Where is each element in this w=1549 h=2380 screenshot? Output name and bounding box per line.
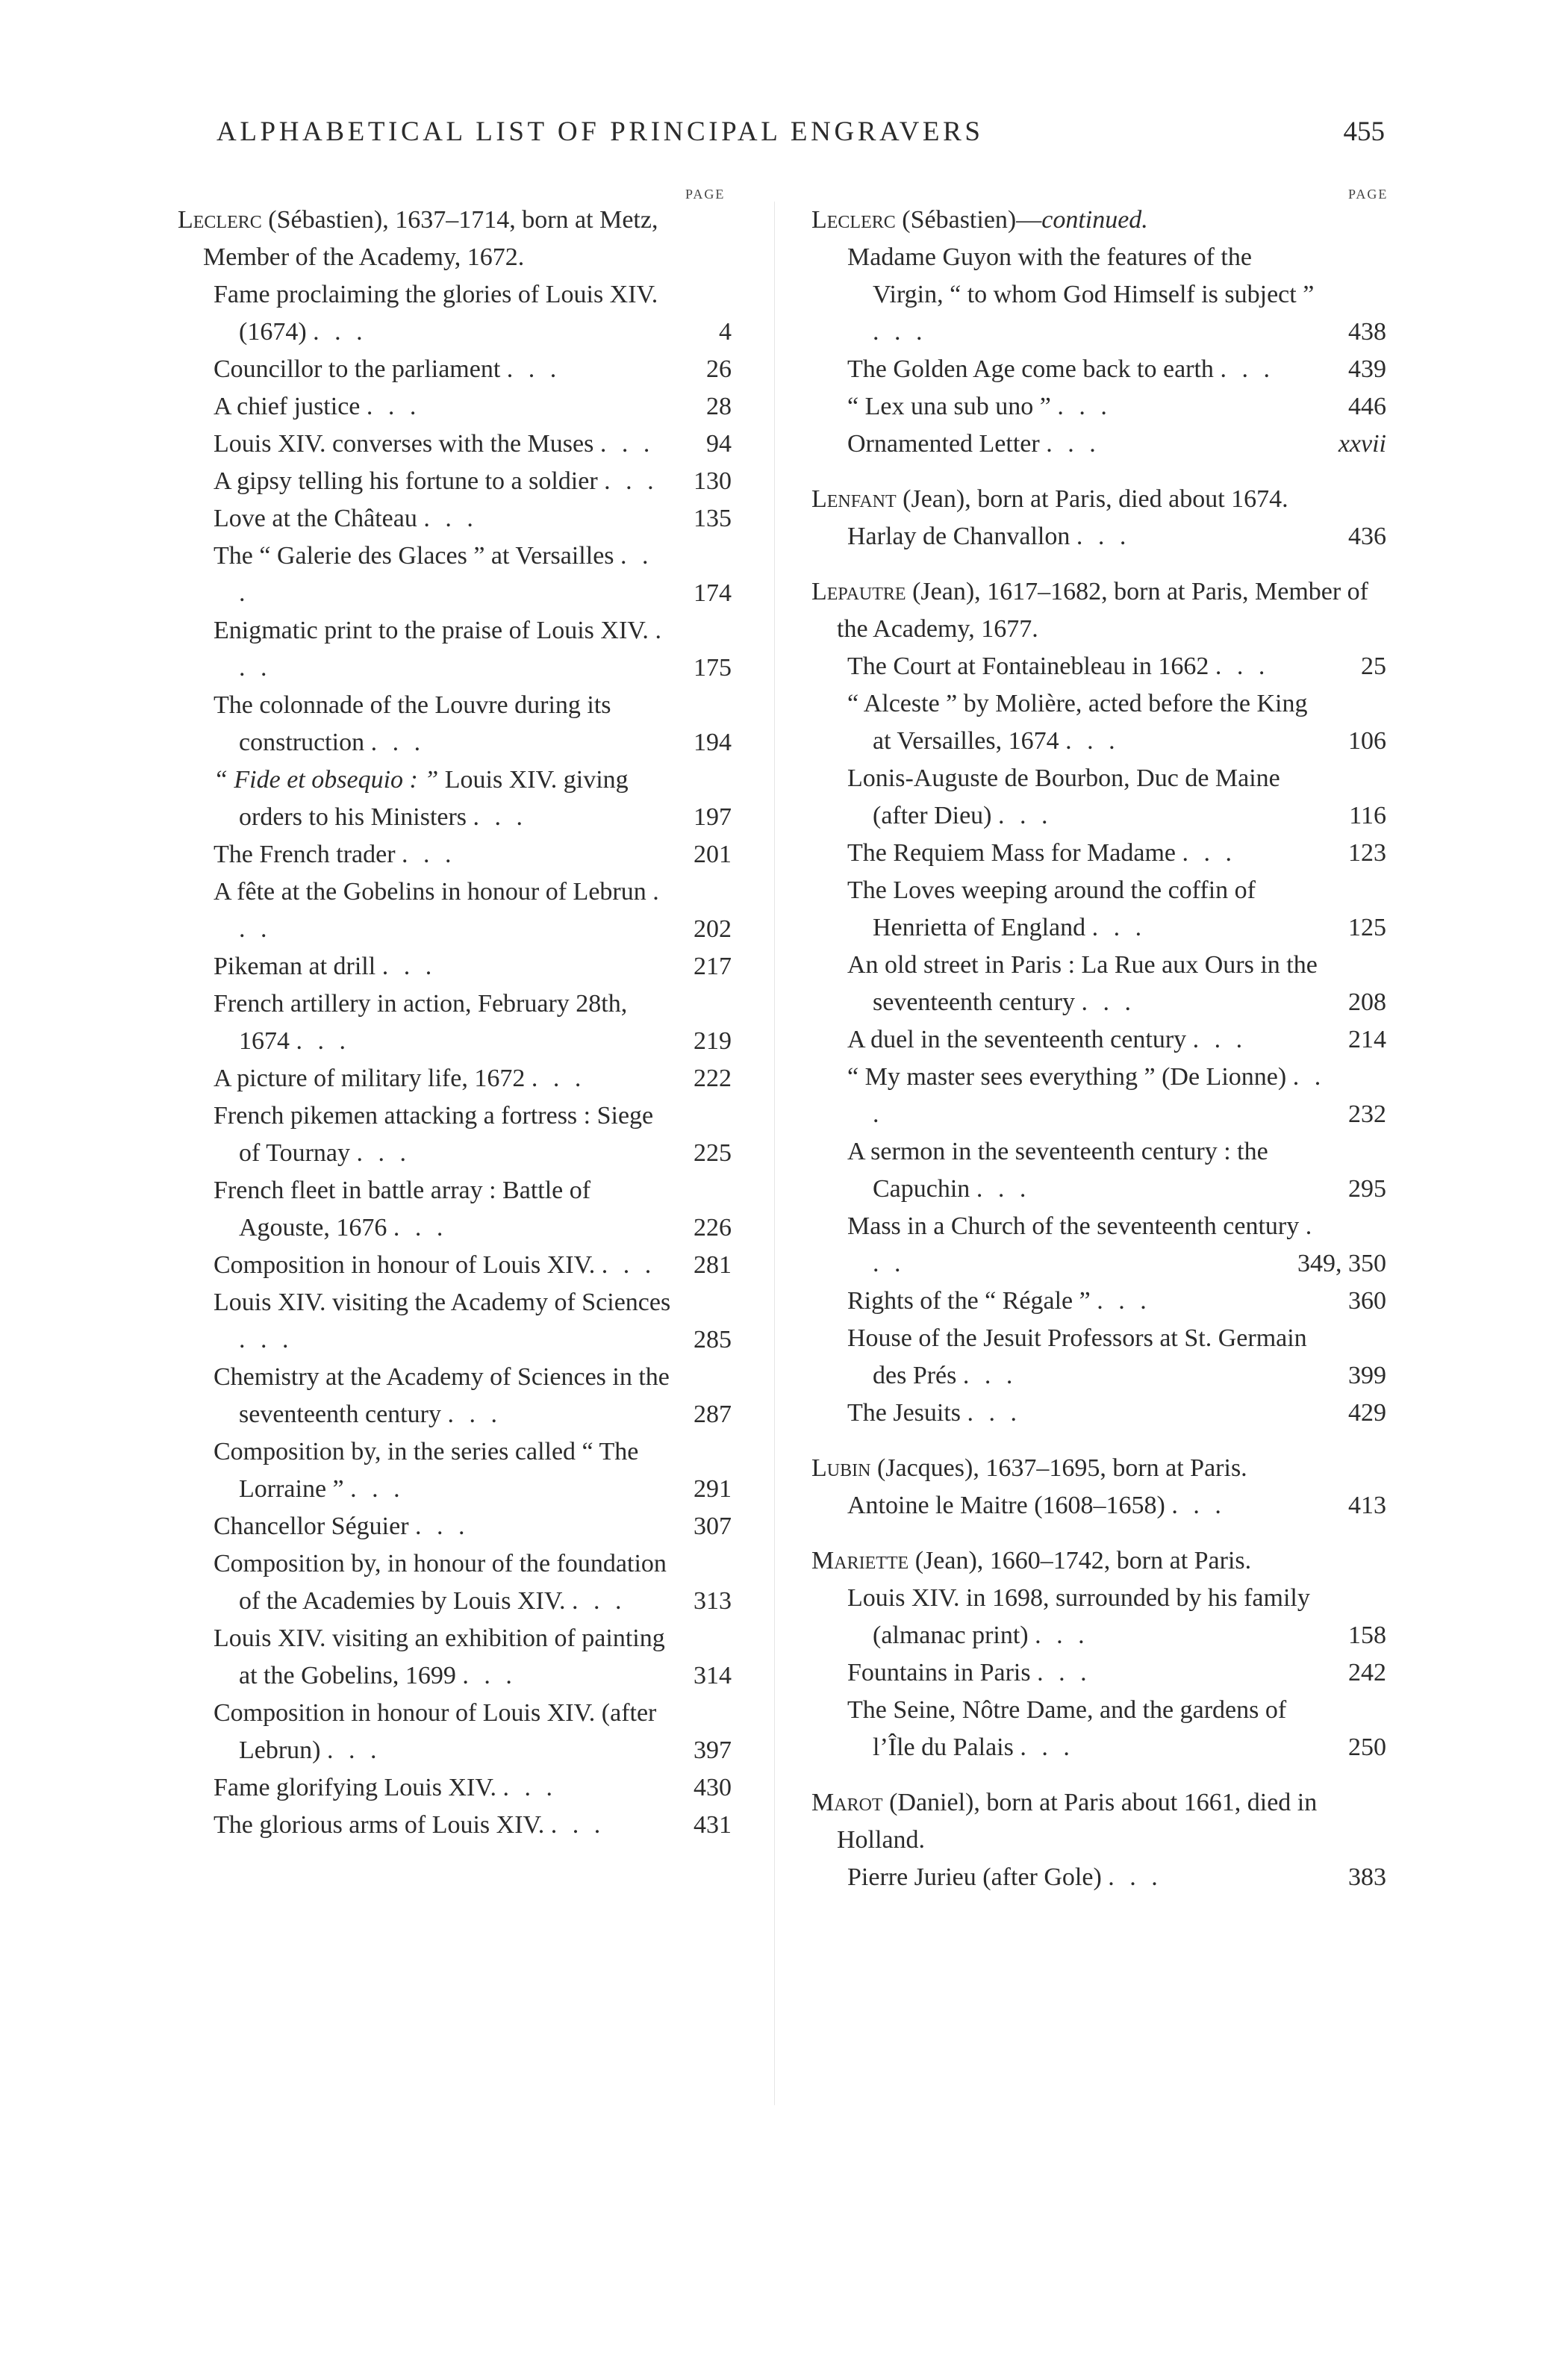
entry-page: 285 — [694, 1326, 732, 1353]
entry-item — [178, 1508, 732, 1545]
leader-dots: . . . — [998, 802, 1053, 829]
leader-dots: . . . — [393, 1214, 448, 1242]
entry-item — [811, 1692, 1386, 1766]
entry-item — [811, 351, 1386, 388]
entry-item — [178, 500, 732, 538]
entry-title: Louis XIV. visiting the Academy of Sciences — [214, 1289, 671, 1316]
engraver-heading — [178, 202, 732, 276]
entry-page: 4 — [719, 318, 732, 346]
leader-dots: . . . — [502, 1774, 558, 1801]
entry-item — [811, 426, 1386, 463]
leader-dots: . . . — [873, 318, 927, 346]
continued-note: continued. — [1041, 206, 1148, 234]
entry-title: Antoine le Maitre (1608–1658) — [847, 1492, 1165, 1519]
leader-dots: . . . — [1037, 1659, 1091, 1686]
entry-page: 314 — [694, 1662, 732, 1689]
entry-title: A gipsy telling his fortune to a soldier — [214, 467, 598, 495]
entry-item — [811, 947, 1386, 1021]
entry-page: 25 — [1361, 652, 1386, 680]
leader-dots: . . . — [572, 1587, 626, 1615]
entry-page: 130 — [694, 467, 732, 495]
leader-dots: . . . — [604, 467, 658, 495]
entry-page: 214 — [1348, 1026, 1386, 1053]
entry-title: Louis XIV. giving orders to his Ministers — [239, 766, 629, 831]
entry-title: Pikeman at drill — [214, 953, 376, 980]
entry-title: French fleet in battle array : Battle of Agouste, 1676 — [214, 1177, 591, 1242]
leader-dots: . . . — [296, 1027, 350, 1055]
entry-title: House of the Jesuit Professors at St. Germain des Prés — [847, 1324, 1307, 1389]
entry-title: The Court at Fontainebleau in 1662 — [847, 652, 1209, 680]
entry-title: Pierre Jurieu (after Gole) — [847, 1863, 1102, 1891]
entry-page: 360 — [1348, 1287, 1386, 1315]
engraver-heading — [811, 1542, 1386, 1580]
entry-page: 291 — [694, 1475, 732, 1503]
leader-dots: . . . — [1035, 1622, 1089, 1649]
entry-page: 232 — [1348, 1100, 1386, 1128]
entry-title: A sermon in the seventeenth century : the Capuchin — [847, 1138, 1268, 1203]
entry-page: 397 — [694, 1736, 732, 1764]
entry-title: French artillery in action, February 28th, 1674 — [214, 990, 628, 1055]
entry-item — [811, 648, 1386, 685]
entry-item — [178, 1359, 732, 1433]
engraver-group — [811, 1450, 1386, 1524]
leader-dots: . . . — [873, 1212, 1317, 1277]
entry-item — [811, 1208, 1386, 1283]
entry-page: 226 — [694, 1214, 732, 1242]
entry-item — [178, 1807, 732, 1844]
engraver-details: (Daniel), born at Paris about 1661, died in Holland. — [837, 1789, 1318, 1854]
entry-item — [178, 1097, 732, 1172]
engraver-name: Leclerc — [811, 206, 896, 234]
entry-title: The “ Galerie des Glaces ” at Versailles — [214, 542, 614, 570]
leader-dots: . . . — [350, 1475, 405, 1503]
entry-page: 281 — [694, 1251, 732, 1279]
entry-page: 158 — [1348, 1622, 1386, 1649]
running-header — [216, 116, 1385, 152]
leader-dots: . . . — [239, 617, 666, 682]
engraver-heading — [811, 481, 1386, 518]
entry-title: A chief justice — [214, 393, 361, 420]
engraver-name: Leclerc — [178, 206, 262, 234]
engraver-group — [811, 481, 1386, 555]
leader-dots: . . . — [370, 729, 426, 756]
leader-dots: . . . — [239, 542, 653, 607]
entry-page: 28 — [706, 393, 732, 420]
entry-title: An old street in Paris : La Rue aux Ours in the seventeenth century — [847, 951, 1318, 1016]
page-number: 455 — [1343, 116, 1385, 147]
entry-item — [178, 761, 732, 836]
entry-item — [811, 1320, 1386, 1395]
entry-item — [811, 835, 1386, 872]
entry-item — [178, 1060, 732, 1097]
entry-item — [811, 1859, 1386, 1896]
entry-title: Fountains in Paris — [847, 1659, 1031, 1686]
entry-title: Chancellor Séguier — [214, 1513, 409, 1540]
entry-item — [178, 1695, 732, 1769]
leader-dots: . . . — [402, 841, 456, 868]
running-title: ALPHABETICAL LIST OF PRINCIPAL ENGRAVERS — [216, 116, 984, 147]
engraver-group — [811, 1542, 1386, 1766]
leader-dots: . . . — [1097, 1287, 1151, 1315]
entry-page: 439 — [1348, 355, 1386, 383]
entry-item — [178, 836, 732, 873]
engraver-heading — [811, 1784, 1386, 1859]
entry-item — [178, 1545, 732, 1620]
leader-dots: . . . — [506, 355, 561, 383]
entry-page: 174 — [694, 579, 732, 607]
entry-item — [811, 239, 1386, 351]
entry-title: Fame proclaiming the glories of Louis XIV. (1674) — [214, 281, 658, 346]
entry-title: The Golden Age come back to earth — [847, 355, 1214, 383]
entry-item — [178, 612, 732, 687]
engraver-heading — [811, 1450, 1386, 1487]
entry-title: The Seine, Nôtre Dame, and the gardens of l’Île du Palais — [847, 1696, 1287, 1761]
entry-page: 125 — [1348, 914, 1386, 941]
leader-dots: . . . — [531, 1065, 586, 1092]
entry-title: Rights of the “ Régale ” — [847, 1287, 1091, 1315]
entry-page: 431 — [694, 1811, 732, 1839]
entry-item — [178, 1769, 732, 1807]
entry-title: Councillor to the parliament — [214, 355, 501, 383]
engraver-name: Mariette — [811, 1547, 909, 1574]
column-divider — [774, 202, 775, 2105]
entry-title: Fame glorifying Louis XIV. — [214, 1774, 497, 1801]
engraver-group — [811, 1784, 1386, 1896]
entry-item — [811, 872, 1386, 947]
entry-page: 383 — [1348, 1863, 1386, 1891]
entry-page: 413 — [1348, 1492, 1386, 1519]
right-page-column-label: PAGE — [1348, 187, 1389, 202]
entry-title: French pikemen attacking a fortress : Siege of Tournay — [214, 1102, 654, 1167]
entry-page: xxvii — [1338, 430, 1386, 458]
entry-title: Louis XIV. converses with the Muses — [214, 430, 594, 458]
leader-dots: . . . — [1182, 839, 1236, 867]
leader-dots: . . . — [1108, 1863, 1162, 1891]
leader-dots: . . . — [1076, 523, 1131, 550]
entry-item — [178, 1433, 732, 1508]
entry-item — [811, 1580, 1386, 1654]
entry-page: 175 — [694, 654, 732, 682]
leader-dots: . . . — [356, 1139, 411, 1167]
leader-dots: . . . — [601, 1251, 656, 1279]
entry-item — [178, 1284, 732, 1359]
engraver-name: Lepautre — [811, 578, 906, 605]
entry-title: Composition by, in honour of the foundation of the Academies by Louis XIV. — [214, 1550, 667, 1615]
entry-title: The Loves weeping around the coffin of Henrietta of England — [847, 876, 1256, 941]
entry-title: The French trader — [214, 841, 396, 868]
leader-dots: . . . — [1081, 988, 1135, 1016]
entry-title: Love at the Château — [214, 505, 417, 532]
entry-title: The Jesuits — [847, 1399, 961, 1427]
leader-dots: . . . — [327, 1736, 381, 1764]
entry-title: A fête at the Gobelins in honour of Lebrun — [214, 878, 646, 906]
leader-dots: . . . — [1192, 1026, 1247, 1053]
engraver-details: (Jean), born at Paris, died about 1674. — [896, 485, 1288, 513]
leader-dots: . . . — [1091, 914, 1147, 941]
entry-page: 194 — [694, 729, 732, 756]
entry-item — [811, 1059, 1386, 1133]
entry-page: 242 — [1348, 1659, 1386, 1686]
leader-dots: . . . — [599, 430, 655, 458]
entry-title: Louis XIV. visiting an exhibition of painting at the Gobelins, 1699 — [214, 1624, 665, 1689]
entry-title: Chemistry at the Academy of Sciences in the seventeenth century — [214, 1363, 670, 1428]
left-page-column-label: PAGE — [685, 187, 726, 202]
entry-title: “ Lex una sub uno ” — [847, 393, 1051, 420]
leader-dots: . . . — [366, 393, 421, 420]
engraver-details: (Sébastien)— — [895, 206, 1042, 234]
leader-dots: . . . — [1046, 430, 1100, 458]
leader-dots: . . . — [1215, 652, 1270, 680]
engraver-group — [178, 202, 732, 1844]
engraver-details: (Jean), 1660–1742, born at Paris. — [908, 1547, 1252, 1574]
leader-dots: . . . — [462, 1662, 517, 1689]
leader-dots: . . . — [1057, 393, 1112, 420]
engraver-name: Lenfant — [811, 485, 897, 513]
entry-item — [178, 873, 732, 948]
entry-page: 399 — [1348, 1362, 1386, 1389]
entry-item — [178, 276, 732, 351]
leader-dots: . . . — [239, 1326, 293, 1353]
entry-page: 446 — [1348, 393, 1386, 420]
entry-page: 438 — [1348, 318, 1386, 346]
entry-page: 295 — [1348, 1175, 1386, 1203]
entry-title: The glorious arms of Louis XIV. — [214, 1811, 545, 1839]
entry-page: 429 — [1348, 1399, 1386, 1427]
entry-item — [811, 1021, 1386, 1059]
entry-item — [178, 538, 732, 612]
entry-item — [811, 388, 1386, 426]
entry-title: Lonis-Auguste de Bourbon, Duc de Maine (after Dieu) — [847, 764, 1280, 829]
entry-item — [178, 426, 732, 463]
entry-item — [178, 1620, 732, 1695]
entry-item — [811, 1395, 1386, 1432]
entry-item — [811, 760, 1386, 835]
entry-item — [811, 518, 1386, 555]
entry-page: 135 — [694, 505, 732, 532]
entry-title: “ Alceste ” by Molière, acted before the King at Versailles, 1674 — [847, 690, 1308, 755]
entry-title: Harlay de Chanvallon — [847, 523, 1070, 550]
entry-item — [178, 1247, 732, 1284]
entry-title: The Requiem Mass for Madame — [847, 839, 1176, 867]
leader-dots: . . . — [967, 1399, 1022, 1427]
entry-page: 94 — [706, 430, 732, 458]
entry-page: 287 — [694, 1401, 732, 1428]
entry-item — [178, 388, 732, 426]
entry-page: 222 — [694, 1065, 732, 1092]
entry-title: Composition in honour of Louis XIV. (after Lebrun) — [214, 1699, 657, 1764]
entry-title: The colonnade of the Louvre during its construction — [214, 691, 611, 756]
leader-dots: . . . — [962, 1362, 1017, 1389]
entry-page: 219 — [694, 1027, 732, 1055]
engraver-details: (Jean), 1617–1682, born at Paris, Member of the Academy, 1677. — [837, 578, 1368, 643]
entry-title: Composition by, in the series called “ The Lorraine ” — [214, 1438, 639, 1503]
entry-item — [178, 1172, 732, 1247]
entry-page: 349, 350 — [1297, 1250, 1386, 1277]
entry-title: Enigmatic print to the praise of Louis XIV. — [214, 617, 649, 644]
entry-title: Composition in honour of Louis XIV. — [214, 1251, 596, 1279]
entry-page: 116 — [1349, 802, 1386, 829]
entry-page: 217 — [694, 953, 732, 980]
leader-dots: . . . — [415, 1513, 470, 1540]
entry-item — [178, 948, 732, 985]
entry-page: 202 — [694, 915, 732, 943]
entry-page: 313 — [694, 1587, 732, 1615]
entry-item — [178, 687, 732, 761]
entry-item — [811, 1487, 1386, 1524]
entry-page: 225 — [694, 1139, 732, 1167]
entry-title: Ornamented Letter — [847, 430, 1040, 458]
entry-page: 208 — [1348, 988, 1386, 1016]
entry-title: A duel in the seventeenth century — [847, 1026, 1187, 1053]
engraver-group — [811, 573, 1386, 1432]
leader-dots: . . . — [423, 505, 478, 532]
leader-dots: . . . — [550, 1811, 605, 1839]
engraver-heading — [811, 573, 1386, 648]
leader-dots: . . . — [1020, 1733, 1074, 1761]
entry-title: Louis XIV. in 1698, surrounded by his family (almanac print) — [847, 1584, 1310, 1649]
engraver-details: (Sébastien), 1637–1714, born at Metz, Member of the Academy, 1672. — [203, 206, 658, 271]
entry-page: 123 — [1348, 839, 1386, 867]
entry-page: 436 — [1348, 523, 1386, 550]
entry-page: 106 — [1348, 727, 1386, 755]
left-column — [178, 202, 732, 1862]
entry-title: “ My master sees everything ” (De Lionne) — [847, 1063, 1287, 1091]
entry-item — [178, 463, 732, 500]
engraver-name: Lubin — [811, 1454, 871, 1482]
entry-item — [178, 985, 732, 1060]
entry-page: 197 — [694, 803, 732, 831]
leader-dots: . . . — [473, 803, 528, 831]
leader-dots: . . . — [976, 1175, 1031, 1203]
entry-item — [811, 1133, 1386, 1208]
engraver-details: (Jacques), 1637–1695, born at Paris. — [870, 1454, 1247, 1482]
entry-item — [811, 1654, 1386, 1692]
entry-page: 250 — [1348, 1733, 1386, 1761]
leader-dots: . . . — [381, 953, 437, 980]
leader-dots: . . . — [1065, 727, 1120, 755]
engraver-name: Marot — [811, 1789, 883, 1816]
entry-page: 307 — [694, 1513, 732, 1540]
leader-dots: . . . — [447, 1401, 502, 1428]
engraver-group — [811, 202, 1386, 463]
leader-dots: . . . — [873, 1063, 1326, 1128]
entry-title-italic: “ Fide et obsequio : ” — [214, 766, 439, 794]
entry-item — [178, 351, 732, 388]
entry-page: 201 — [694, 841, 732, 868]
entry-title: A picture of military life, 1672 — [214, 1065, 526, 1092]
engraver-heading — [811, 202, 1386, 239]
entry-page: 430 — [694, 1774, 732, 1801]
entry-title: Mass in a Church of the seventeenth century — [847, 1212, 1300, 1240]
entry-item — [811, 685, 1386, 760]
entry-item — [811, 1283, 1386, 1320]
leader-dots: . . . — [313, 318, 367, 346]
leader-dots: . . . — [239, 878, 664, 943]
entry-title: Madame Guyon with the features of the Virgin, “ to whom God Himself is subject ” — [847, 243, 1315, 308]
right-column — [811, 202, 1386, 1914]
entry-page: 26 — [706, 355, 732, 383]
leader-dots: . . . — [1220, 355, 1274, 383]
leader-dots: . . . — [1171, 1492, 1226, 1519]
